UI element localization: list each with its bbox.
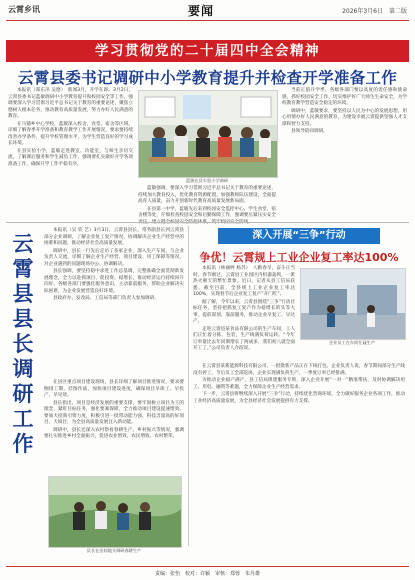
article3-paragraph: 在云霄县某新能源科技有限公司，一批批新产品正在下线打包。企业负责人说，春节期间部分生产线没有停工，节后员工全部返岗，企业实现满负荷生产，一季度订单已经排满。 (193, 364, 405, 376)
article2-paragraph: 调研中，县长还深入农村察看春耕生产、乡村振兴等情况，强调要扎实推进乡村全面振兴，促进农业增效、农民增收、农村繁荣。 (44, 427, 184, 439)
article1-paragraph: 县领导陪同调研。 (291, 129, 328, 134)
article2-photo (48, 476, 182, 548)
paper-name: 云霄乡讯 (8, 4, 40, 14)
headline-char: 霄 (12, 257, 34, 281)
column-divider (188, 226, 189, 546)
article1-column-1 (8, 88, 133, 220)
article3-paragraph: 下一步，云霄县将继续深入开展“三争”行动，持续优化营商环境，全力做好服务企业各项工作，推动工业经济高质量发展，为全县经济社会发展提供有力支撑。 (193, 392, 405, 404)
headline-char: 县 (12, 307, 34, 331)
section-divider (6, 222, 409, 223)
article3-paragraph: 本报讯（林丽婷 杨苏） 人勤春早，奋斗正当时。春节刚过，云霄县工业园区内机器轰鸣，一派热火朝天的繁忙景象。近日，记者从县工信局获悉，截至目前，全县规上工业企业复工率达100%，实现春节后企业复工复产“开门红”。 (193, 266, 295, 297)
article1-paragraph: 在县实验小学，蓝敏走进教室、功能室，与师生亲切交流，了解课后服务和学生减负工作，强调要扎实做好开学各项准备工作，确保开学工作平稳有序。 (8, 148, 133, 167)
article2-headline-vertical (8, 232, 38, 462)
article1-headline: 云霄县委书记调研中小学教育提升并检查开学准备工作 (17, 69, 398, 87)
article1-photo (138, 90, 278, 178)
article3-photo (300, 268, 406, 340)
article3-paragraph: 走进云霄县某食品有限公司的生产车间，工人们正忙着分拣、包装，生产线满负荷运转。“今年订单量比去年同期增长了两成多，我们初八就全面开工了。”公司负责人介绍说。 (193, 326, 295, 351)
article1-paragraph: 当前正值开学季，各级各部门要以高度的责任感和使命感，抓好校园安全工作，切实维护好广大师生生命安全，为学校教育教学营造安全稳定的环境。 (282, 88, 407, 106)
article3-headline: 争优！云霄规上工业企业复工率达100% (199, 251, 399, 264)
article2-photo-caption: 县长在田间地头调研春耕生产 (86, 548, 142, 553)
article3-paragraph: 为推动企业稳产满产，县工信局组建服务专班，深入企业开展“一对一”精准帮扶，及时协调解决用工、用电、融资等难题，全力保障企业生产经营需求。 (193, 378, 405, 390)
article2-column-2 (44, 380, 184, 472)
article2-paragraph: 县长强调，要坚持稳中求进工作总基调，完整准确全面贯彻新发展理念，全力以赴抓项目、促投资、稳增长，推动经济运行持续回升向好。各级各部门要强化服务意识，主动靠前服务，帮助企业解决实际困难，为企业发展营造良好环境。 (44, 269, 184, 294)
headline-char: 研 (12, 382, 34, 406)
article1-column-2 (138, 186, 276, 220)
headline-char: 云 (12, 232, 34, 256)
article1-paragraph: 在马铺乡中心学校，蓝敏深入校舍、食堂、宿舍等区域，详细了解春季开学准备和教育教学工作开展情况，要求要持续改善办学条件，提升学校管理水平，为学生营造良好的学习成长环境。 (8, 121, 133, 146)
dateline: 2026年3月6日 第二版 (342, 8, 407, 15)
classroom-photo-icon (139, 91, 277, 177)
headline-char: 工 (12, 407, 34, 431)
article3-column-2 (193, 364, 405, 562)
article3-photo-caption: 企业员工在车间忙碌生产 (328, 340, 376, 345)
article2-paragraph: 在县区重点项目建设现场，县长详细了解项目推进情况，要求要倒排工期、挂图作战，加快项目建设进度，确保项目早竣工、早投产、早见效。 (44, 380, 184, 398)
headline-char: 县 (12, 282, 34, 306)
article1-paragraph: 蓝敏强调，要深入学习贯彻习近平总书记关于教育的重要论述，持续加大教育投入，优化教育资源配置，加强教师队伍建设，全面提高育人质量，奋力开创新时代教育高质量发展新局面。 (138, 186, 276, 204)
article1-column-3 (282, 88, 407, 220)
editor-credits: 责编：张怡 校对：许颖 审核：郑蓉 朱丹雄 (6, 566, 409, 577)
field-photo-icon (49, 477, 181, 547)
article1-photo-caption: 蓝敏在县实验小学调研 (186, 178, 228, 183)
theme-banner: 学习贯彻党的二十届四中全会精神 (6, 40, 409, 62)
headline-char: 调 (12, 357, 34, 381)
article2-paragraph: 县长指出，项目是经济发展的重要支撑，要牢固树立项目为王的理念，紧盯目标任务，强化要素保障，全力推动项目建设提速增效。要加大招商引资力度，积极引进一批带动能力强、科技含量高的好项目、大项目，为全县高质量发展注入新动能。 (44, 400, 184, 425)
factory-photo-icon (301, 269, 405, 339)
article2-column-1 (44, 228, 184, 376)
article2-paragraph: 调研中，县长一行先后走访了多家企业，深入生产车间，与企业负责人交流，详细了解企业生产经营、项目建设、用工保障等情况，对企业遇到的问题现场办公、协调解决。 (44, 248, 184, 267)
article1-paragraph: 在县第一中学，蓝敏先后来到校园安全监控中心、学生食堂、宿舍楼等处，仔细检查校园安全和后勤保障工作，强调要压紧压实安全 (138, 206, 276, 218)
article1-paragraph: 调研中，蓝敏要求，要坚持以人民为中心的发展思想，用心用情办好人民满意的教育，为建设幸福云霄提供坚强人才支撑和智力支持。 (282, 108, 407, 127)
article3-paragraph: 据了解，今年以来，云霄县围绕“三争”行动目标任务，坚持把抓复工复产作为稳增长的头等大事，提前谋划、靠前服务，推动企业早复工、早达产。 (193, 299, 295, 324)
masthead (0, 0, 415, 22)
headline-char: 长 (12, 332, 34, 356)
article2-paragraph: 本报讯（吴 钦 艺）3月3日，云霄县县长、常务副县长到云霄县部分企业调研，了解企业复工复产情况，协调解决企业生产经营中的困难和问题，推动经济社会高质量发展。 (44, 228, 184, 246)
article2-paragraph: 县政府办、发改局、工信局等部门负责人参加调研。 (53, 296, 159, 301)
article3-column-1 (193, 266, 295, 362)
headline-char: 作 (12, 432, 34, 456)
sanzheng-band: 深入开展“三争”行动 (218, 228, 380, 244)
masthead-rule (6, 20, 409, 21)
article1-paragraph: 本报讯（郑东泽 吴德） 新闻3月，开学在即。3月2日，云霄县委书记蓝敏调研中小学教育提升和校园安全等工作，强调要深入学习贯彻习近平总书记关于教育的重要论述，聚焦立德树人根本任务，推动教育高质量发展，努力办好人民满意的教育。 (8, 88, 133, 119)
section-title: 要闻 (188, 4, 215, 18)
